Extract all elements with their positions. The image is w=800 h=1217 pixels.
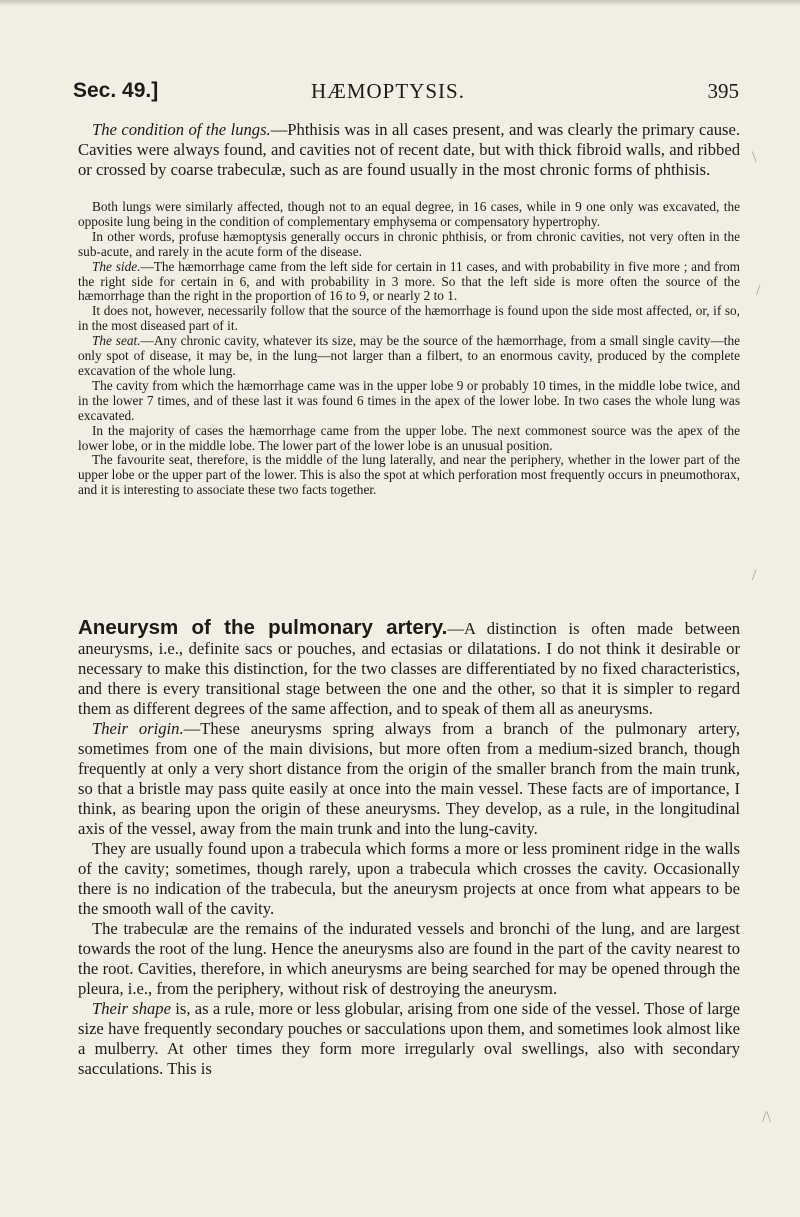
section-reference: Sec. 49.] — [73, 79, 159, 102]
margin-mark: \ — [752, 149, 757, 166]
intro-heading: The condition of the lungs. — [92, 120, 271, 139]
running-header — [73, 78, 739, 104]
section-heading: Aneurysm of the pulmonary artery. — [78, 616, 448, 639]
small-paragraph: In the majority of cases the hæmorrhage came from the upper lobe. The next commonest source was the apex of the lower lobe, or in the middle lobe. The lower part of the lower lobe is an unusual position. — [78, 422, 740, 453]
large-paragraph: The trabeculæ are the remains of the indurated vessels and bronchi of the lung, and are largest towards the root of the lung. Hence the aneurysms also are found in the part of the cavity nearest to the root. Cavities, therefore, in which aneurysms are being searched for may be opened through the pleura, i.e., from the periphery, without risk of destroying the aneurysm. — [78, 919, 740, 998]
aneurysm-section — [78, 618, 740, 1079]
page-number: 395 — [707, 79, 739, 103]
small-paragraph: The favourite seat, therefore, is the middle of the lung laterally, and near the periphery, whether in the lower part of the upper lobe or the upper part of the lower. This is also the spot at which perforation most frequently occurs in pneumothorax, and it is interesting to associate these two facts together. — [78, 452, 740, 498]
intro-text: —Phthisis was in all cases present, and was clearly the primary cause. Cavities were always found, and cavities not of recent date, but with thick fibroid walls, and ribbed or crossed by coarse trabeculæ, such as are found usually in the most chronic forms of phthisis. — [78, 120, 741, 179]
large-paragraph: They are usually found upon a trabecula which forms a more or less prominent ridge in the walls of the cavity; sometimes, though rarely, upon a trabecula which crosses the cavity. Occasionally there is no indication of the trabecula, but the aneurysm projects at once from what appears to be the smooth wall of the cavity. — [78, 839, 740, 918]
running-title: HÆMOPTYSIS. — [311, 79, 465, 103]
aneurysm-intro: Aneurysm of the pulmonary artery.—A distinction is often made between aneurysms, i.e., definite sacs or pouches, and ectasias or dilatations. I do not think it desirable or necessary to make this distinction, for the two classes are differentiated by no fixed characteristics, and there is every transitional stage between the one and the other, so that it is simpler to regard them as different degrees of the same affection, and to speak of them all as aneurysms. — [78, 616, 740, 718]
page-edge-shadow — [0, 0, 800, 6]
small-paragraph: The cavity from which the hæmorrhage came was in the upper lobe 9 or probably 10 times, in the middle lobe twice, and in the lower 7 times, and of these last it was found 6 times in the apex of the lower lobe. In two cases the whole lung was excavated. — [78, 377, 740, 423]
small-paragraph: It does not, however, necessarily follow that the source of the hæmorrhage is found upon the side most affected, or, if so, in the most diseased part of it. — [78, 303, 740, 334]
small-paragraph: Both lungs were similarly affected, though not to an equal degree, in 16 cases, while in 9 one only was excavated, the opposite lung being in the condition of complementary emphysema or compensatory hypertrophy. — [78, 199, 740, 229]
small-paragraph: The side.—The hæmorrhage came from the left side for certain in 11 cases, and with probability in five more ; and from the right side for certain in 6, and with probability in 3 more. So that the left side is more often the source of the hæmorrhage than the right in the proportion of 16 to 9, or nearly 2 to 1. — [78, 258, 740, 304]
large-paragraph: Their origin.—These aneurysms spring always from a branch of the pulmonary artery, sometimes from one of the main divisions, but more often from a medium-sized branch, though frequently at only a very short distance from the origin of the smaller branch from the main trunk, so that a bristle may pass quite easily at once into the main vessel. These facts are of importance, I think, as bearing upon the origin of these aneurysms. They develop, as a rule, in the longitudinal axis of the vessel, away from the main trunk and into the lung-cavity. — [78, 719, 740, 838]
small-print-block — [78, 200, 740, 498]
margin-mark: / — [756, 282, 761, 299]
large-paragraph: Their shape is, as a rule, more or less globular, arising from one side of the vessel. Those of large size have frequently secondary pouches or sacculations upon them, and sometimes look almost like a mulberry. At other times they form more irregularly oval swellings, also with secondary sacculations. This is — [78, 999, 740, 1078]
margin-mark: / — [752, 567, 757, 584]
small-paragraph: In other words, profuse hæmoptysis generally occurs in chronic phthisis, or from chronic cavities, not very often in the sub-acute, and rarely in the acute form of the disease. — [78, 228, 740, 259]
intro-paragraph — [78, 120, 740, 180]
margin-mark: /\ — [762, 1109, 771, 1126]
small-paragraph: The seat.—Any chronic cavity, whatever its size, may be the source of the hæmorrhage, from a small single cavity—the only spot of disease, it may be, in the lung—not larger than a filbert, to an enormous cavity, produced by the complete excavation of the whole lung. — [78, 333, 740, 378]
